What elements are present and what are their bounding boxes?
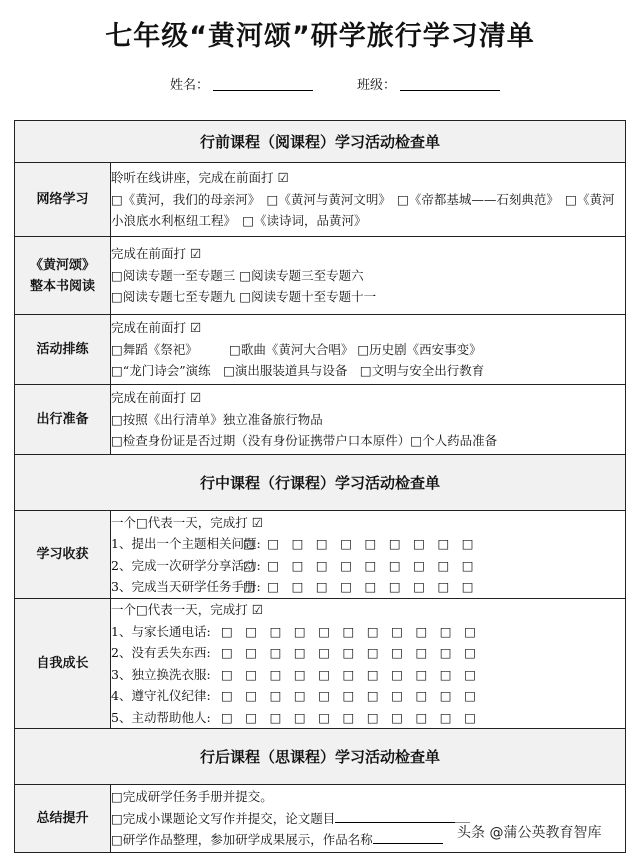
growth-row-label: 5、主动帮助他人: [111,709,211,725]
category-book-reading [15,237,111,315]
network-lectures[interactable]: □《黄河，我们的母亲河》 □《黄河与黄河文明》 □《帝都基城——石刻典范》 □《黄河小浪底水利枢纽工程》 □《读诗词，品黄河》 [111,191,615,229]
gains-row-label: 3、完成当天研学任务手册: [111,579,261,594]
growth-row-boxes[interactable]: □ □ □ □ □ □ □ □ □ □ □ [221,645,476,660]
name-label: 姓名： [170,78,210,93]
network-instruction: 聆听在线讲座，完成在前面打 ☑ [111,170,289,186]
activities-items-1[interactable]: □舞蹈《祭祀》 □歌曲《黄河大合唱》 □历史剧《西安事变》 [111,341,482,357]
book-instruction: 完成在前面打 ☑ [111,246,202,262]
row-book-reading [15,237,626,315]
growth-row-label: 1、与家长通电话: [111,623,211,639]
row-network-study [15,163,626,237]
category-learning-gains: 学习收获 [15,511,111,599]
activities-instruction: 完成在前面打 ☑ [111,320,202,336]
section-header-after: 行后课程（思课程）学习活动检查单 [15,729,626,785]
growth-row [111,664,625,686]
work-name-field[interactable] [373,831,443,844]
page-title: 七年级“黄河颂”研学旅行学习清单 [105,21,535,52]
growth-row-boxes[interactable]: □ □ □ □ □ □ □ □ □ □ □ [221,709,476,725]
category-travel-prep: 出行准备 [15,385,111,455]
book-topics-2[interactable]: □阅读专题七至专题九 □阅读专题十至专题十一 [111,289,377,305]
summary-paper-label: □完成小课题论文写作并提交，论文题目 [111,810,336,826]
gains-instruction: 一个□代表一天，完成打 ☑ [111,514,263,530]
gains-row-boxes[interactable]: □ □ □ □ □ □ □ □ □ □ [243,557,474,573]
prep-items-1[interactable]: □按照《出行清单》独立准备旅行物品 [111,411,323,427]
category-network: 网络学习 [15,163,111,237]
growth-row-boxes[interactable]: □ □ □ □ □ □ □ □ □ □ □ [221,623,476,639]
gains-row-label: 1、提出一个主题相关问题: [111,536,261,551]
growth-row [111,685,625,707]
gains-row-boxes[interactable]: □ □ □ □ □ □ □ □ □ □ [243,536,474,551]
growth-row [111,707,625,729]
name-field[interactable] [213,90,313,91]
prep-items-2[interactable]: □检查身份证是否过期（没有身份证携带户口本原件）□个人药品准备 [111,433,498,449]
activities-items-2[interactable]: □“龙门诗会”演练 □演出服装道具与设备 □文明与安全出行教育 [111,363,485,379]
book-topics-1[interactable]: □阅读专题一至专题三 □阅读专题三至专题六 [111,267,364,283]
gains-row [111,533,625,555]
growth-row [111,621,625,643]
category-summary: 总结提升 [15,785,111,853]
gains-row [111,576,625,598]
growth-row-boxes[interactable]: □ □ □ □ □ □ □ □ □ □ □ [221,666,476,682]
summary-works-label: □研学作品整理，参加研学成果展示，作品名称 [111,832,373,848]
growth-row-label: 4、遵守礼仪纪律: [111,688,211,703]
gains-row-boxes[interactable]: □ □ □ □ □ □ □ □ □ □ [243,579,474,594]
category-book-sub: 整本书阅读 [29,278,95,294]
class-label: 班级： [357,78,397,93]
class-field[interactable] [400,90,500,91]
category-self-growth: 自我成长 [15,599,111,729]
category-activities: 活动排练 [15,315,111,385]
section-header-during: 行中课程（行课程）学习活动检查单 [15,455,626,511]
row-summary [15,785,626,853]
row-travel-prep [15,385,626,455]
gains-row [111,555,625,577]
growth-row-label: 3、独立换洗衣服: [111,666,211,682]
row-activities [15,315,626,385]
checklist-table [14,120,626,853]
growth-instruction: 一个□代表一天，完成打 ☑ [111,602,263,617]
growth-row-boxes[interactable]: □ □ □ □ □ □ □ □ □ □ □ [221,688,476,703]
category-book-title: 《黄河颂》 [29,257,95,273]
growth-row-label: 2、没有丢失东西: [111,645,211,660]
section-header-before: 行前课程（阅课程）学习活动检查单 [15,121,626,163]
watermark: 头条 @蒲公英教育智库 [455,822,603,842]
paper-title-field[interactable] [335,810,470,823]
summary-handbook[interactable]: □完成研学任务手册并提交。 [111,789,273,805]
row-learning-gains [15,511,626,599]
prep-instruction: 完成在前面打 ☑ [111,390,202,406]
row-self-growth [15,599,626,729]
gains-row-label: 2、完成一次研学分享活动: [111,557,261,573]
growth-row [111,642,625,664]
